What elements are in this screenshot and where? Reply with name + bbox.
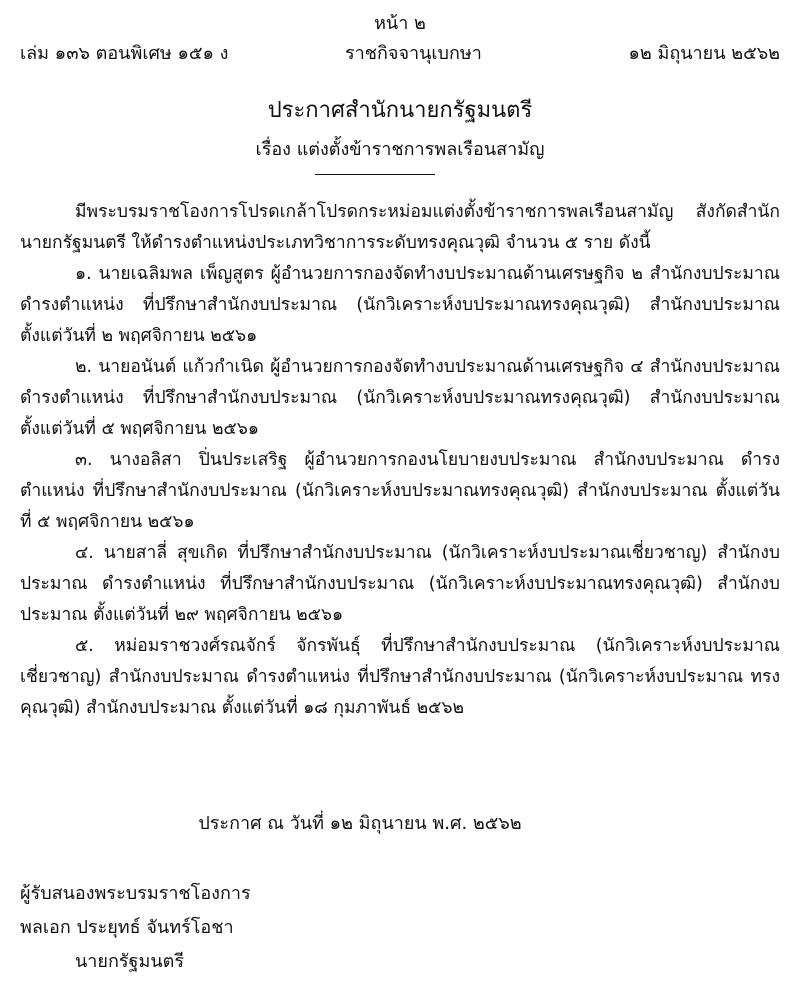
appointment-item-5: ๕. หม่อมราชวงศ์รณจักร์ จักรพันธุ์ ที่ปรึกษาสำนักงบประมาณ (นักวิเคราะห์งบประมาณ เชี่ยวชาญ) สำนักงบประมาณ ดำรงตำแหน่ง ที่ปรึกษาสำนักงบประมาณ (นักวิเคราะห์งบประมาณ ทรงคุณวุฒิ) สำนักงบประมาณ ตั้งแต่วันที่ ๑๘ กุมภาพันธ์ ๒๕๖๒ bbox=[20, 636, 780, 718]
announcement-title: ประกาศสำนักนายกรัฐมนตรี bbox=[267, 98, 533, 123]
announced-on-text: ประกาศ ณ วันที่ ๑๒ มิถุนายน พ.ศ. ๒๕๖๒ bbox=[198, 813, 522, 834]
appointment-item-1: ๑. นายเฉลิมพล เพ็ญสูตร ผู้อำนวยการกองจัดทำงบประมาณด้านเศรษฐกิจ ๒ สำนักงบประมาณ ดำรงตำแหน่ง ที่ปรึกษาสำนักงบประมาณ (นักวิเคราะห์งบประมาณทรงคุณวุฒิ) สำนักงบประมาณ ตั้งแต่วันที่ ๒ พฤศจิกายน ๒๕๖๑ bbox=[20, 264, 780, 346]
signatory-position: นายกรัฐมนตรี bbox=[75, 951, 184, 972]
volume-issue: เล่ม ๑๓๖ ตอนพิเศษ ๑๕๑ ง bbox=[20, 43, 229, 64]
publication-date: ๑๒ มิถุนายน ๒๕๖๒ bbox=[628, 43, 780, 64]
appointment-item-4: ๔. นายสาลี่ สุขเกิด ที่ปรึกษาสำนักงบประมาณ (นักวิเคราะห์งบประมาณเชี่ยวชาญ) สำนักงบประมาณ ดำรงตำแหน่ง ที่ปรึกษาสำนักงบประมาณ (นักวิเคราะห์งบประมาณทรงคุณวุฒิ) สำนักงบประมาณ ตั้งแต่วันที่ ๒๙ พฤศจิกายน ๒๕๖๑ bbox=[20, 543, 780, 625]
intro-paragraph: มีพระบรมราชโองการโปรดเกล้าโปรดกระหม่อมแต่งตั้งข้าราชการพลเรือนสามัญ สังกัดสำนักนายกรัฐมนตรี ให้ดำรงตำแหน่งประเภทวิชาการระดับทรงคุณวุฒิ จำนวน ๕ ราย ดังนี้ bbox=[20, 202, 780, 253]
publication-name: ราชกิจจานุเบกษา bbox=[345, 43, 482, 64]
countersign-label: ผู้รับสนองพระบรมราชโองการ bbox=[20, 883, 251, 904]
announcement-body bbox=[20, 197, 780, 724]
appointment-item-3: ๓. นางอลิสา ปิ่นประเสริฐ ผู้อำนวยการกองนโยบายงบประมาณ สำนักงบประมาณ ดำรงตำแหน่ง ที่ปรึกษาสำนักงบประมาณ (นักวิเคราะห์งบประมาณทรงคุณวุฒิ) สำนักงบประมาณ ตั้งแต่วันที่ ๕ พฤศจิกายน ๒๕๖๑ bbox=[20, 450, 780, 532]
page-number: หน้า ๒ bbox=[374, 13, 426, 34]
appointment-item-2: ๒. นายอนันต์ แก้วกำเนิด ผู้อำนวยการกองจัดทำงบประมาณด้านเศรษฐกิจ ๔ สำนักงบประมาณ ดำรงตำแหน่ง ที่ปรึกษาสำนักงบประมาณ (นักวิเคราะห์งบประมาณทรงคุณวุฒิ) สำนักงบประมาณ ตั้งแต่วันที่ ๕ พฤศจิกายน ๒๕๖๑ bbox=[20, 357, 780, 439]
title-divider bbox=[315, 174, 435, 175]
announcement-subject: เรื่อง แต่งตั้งข้าราชการพลเรือนสามัญ bbox=[255, 139, 545, 160]
announcement-date-line bbox=[0, 808, 800, 837]
signatory-name: พลเอก ประยุทธ์ จันทร์โอชา bbox=[20, 917, 234, 938]
running-header bbox=[20, 8, 780, 68]
